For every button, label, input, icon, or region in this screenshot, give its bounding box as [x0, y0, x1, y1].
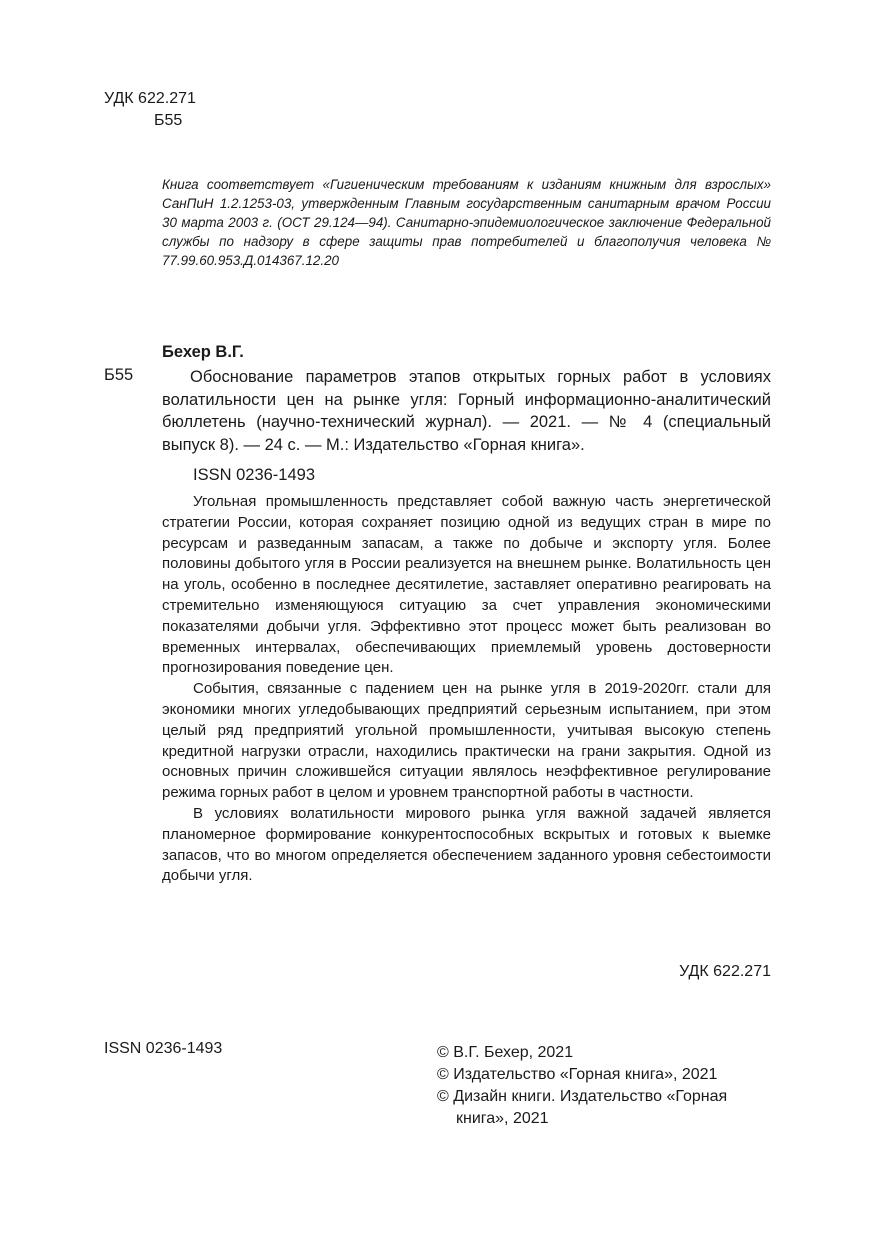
abstract-paragraph: В условиях волатильности мирового рынка угля важной задачей является планомерное формирование конкурентоспособных вскрытых и готовых к выемке запасов, что во многом определяется обеспечением заданного уровня себестоимости добычи угля.	[162, 804, 771, 885]
abstract-paragraph: События, связанные с падением цен на рынке угля в 2019-2020гг. стали для экономики многих угледобывающих предприятий серьезным испытанием, при этом целый ряд предприятий угольной промышленности, учитывая высокую степень кредитной нагрузки отрасли, находились практически на грани закрытия. Одной из основных причин сложившейся ситуации являлось неэффективное регулирование режима горных работ в целом и уровнем транспортной работы в частности.	[162, 680, 771, 802]
abstract-paragraph: Угольная промышленность представляет собой важную часть энергетической стратегии России, которая сохраняет позицию одной из ведущих стран в мире по ресурсам и разведанным запасам, а также по добыче и экспорту угля. Более половины добытого угля в России реализуется на внешнем рынке. Волатильность цен на уголь, особенно в последнее десятилетие, заставляет оперативно реагировать на стремительно изменяющуюся ситуацию за счет управления экономическими показателями добычи угля. Эффективно этот процесс может быть реализован во временных интервалах, обеспечивающих приемлемый уровень достоверности прогнозирования поведение цен.	[162, 493, 771, 677]
copyright-line: © Издательство «Горная книга», 2021	[437, 1066, 718, 1083]
udk-header	[104, 88, 196, 132]
author-name: Бехер В.Г.	[162, 343, 244, 361]
bibliographic-title: Обоснование параметров этапов открытых горных работ в условиях волатильности цен на рынке угля: Горный информационно-аналитический бюллетень (научно-технический журнал). — 2021. — № 4 (специальный выпуск 8). — 24 с. — М.: Издательство «Горная книга».	[162, 368, 771, 454]
udk-code: УДК 622.271	[104, 90, 196, 107]
sanpin-note: Книга соответствует «Гигиеническим требованиям к изданиям книжным для взрослых» СанПиН 1.2.1253-03, утвержденным Главным государственным санитарным врачом России 30 марта 2003 г. (ОСТ 29.124—94). Санитарно-эпидемиологическое заключение Федеральной службы по надзору в сфере защиты прав потребителей и благополучия человека № 77.99.60.953.Д.014367.12.20	[162, 177, 771, 268]
bbk-code-left: Б55	[104, 366, 134, 384]
issn-footer: ISSN 0236-1493	[104, 1040, 223, 1057]
udk-footer: УДК 622.271	[679, 963, 771, 980]
copyright-line: © Дизайн книги. Издательство «Горная книга», 2021	[437, 1088, 728, 1127]
abstract	[162, 492, 771, 887]
copyright-block	[437, 1042, 777, 1130]
copyright-line: © В.Г. Бехер, 2021	[437, 1044, 574, 1061]
issn-line: ISSN 0236-1493	[193, 466, 316, 484]
bbk-code: Б55	[154, 112, 183, 129]
